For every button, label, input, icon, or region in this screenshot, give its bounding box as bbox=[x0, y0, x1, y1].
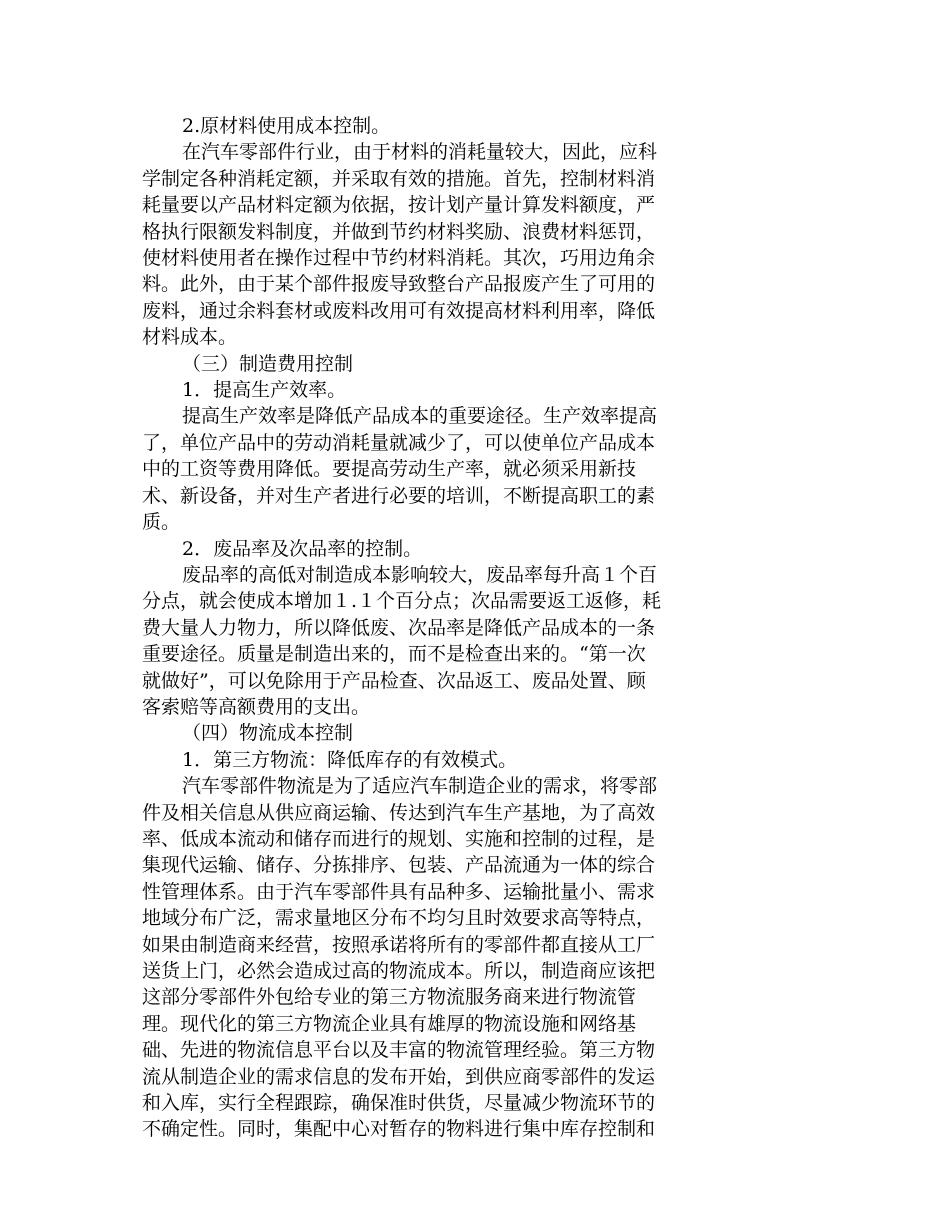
text-line: 率、低成本流动和储存而进行的规划、实施和控制的过程，是 bbox=[142, 827, 656, 850]
text-line: （三）制造费用控制 bbox=[182, 352, 354, 375]
text-line: 分点，就会使成本增加１.１个百分点；次品需要返工返修，耗 bbox=[142, 590, 662, 613]
text-line: 提高生产效率是降低产品成本的重要途径。生产效率提高 bbox=[182, 405, 658, 428]
text-line: 理。现代化的第三方物流企业具有雄厚的物流设施和网络基 bbox=[142, 1012, 637, 1035]
text-line: 格执行限额发料制度，并做到节约材料奖励、浪费材料惩罚， bbox=[142, 220, 656, 243]
text-line: 费大量人力物力，所以降低废、次品率是降低产品成本的一条 bbox=[142, 616, 656, 639]
text-line: 在汽车零部件行业，由于材料的消耗量较大，因此，应科 bbox=[182, 141, 658, 164]
text-line: 如果由制造商来经营，按照承诺将所有的零部件都直接从工厂 bbox=[142, 933, 656, 956]
text-line: 重要途径。质量是制造出来的，而不是检查出来的。“第一次 bbox=[142, 643, 646, 666]
text-line: 2．废品率及次品率的控制。 bbox=[182, 537, 423, 560]
section-heading bbox=[142, 351, 742, 377]
text-line: 使材料使用者在操作过程中节约材料消耗。其次，巧用边角余 bbox=[142, 247, 656, 270]
text-line: 了，单位产品中的劳动消耗量就减少了，可以使单位产品成本 bbox=[142, 431, 656, 454]
body-paragraph bbox=[142, 773, 742, 1143]
text-line: 础、先进的物流信息平台以及丰富的物流管理经验。第三方物 bbox=[142, 1039, 656, 1062]
document-body bbox=[142, 113, 742, 1143]
section-heading bbox=[142, 720, 742, 746]
text-line: 材料成本。 bbox=[142, 326, 238, 349]
text-line: 中的工资等费用降低。要提高劳动生产率，就必须采用新技 bbox=[142, 458, 637, 481]
body-paragraph bbox=[142, 403, 742, 535]
text-line: 流从制造企业的需求信息的发布开始，到供应商零部件的发运 bbox=[142, 1065, 656, 1088]
text-line: 性管理体系。由于汽车零部件具有品种多、运输批量小、需求 bbox=[142, 880, 656, 903]
text-line: 废料，通过余料套材或废料改用可有效提高材料利用率，降低 bbox=[142, 299, 656, 322]
body-paragraph bbox=[142, 139, 742, 350]
text-line: 和入库，实行全程跟踪，确保准时供货，尽量减少物流环节的 bbox=[142, 1092, 656, 1115]
text-line: 料。此外，由于某个部件报废导致整台产品报废产生了可用的 bbox=[142, 273, 656, 296]
text-line: 学制定各种消耗定额，并采取有效的措施。首先，控制材料消 bbox=[142, 167, 656, 190]
text-line: 地域分布广泛，需求量地区分布不均匀且时效要求高等特点， bbox=[142, 907, 656, 930]
section-heading bbox=[142, 536, 742, 562]
text-line: 术、新设备，并对生产者进行必要的培训，不断提高职工的素 bbox=[142, 484, 656, 507]
text-line: 客索赔等高额费用的支出。 bbox=[142, 695, 371, 718]
section-heading bbox=[142, 113, 742, 139]
text-line: 质。 bbox=[142, 511, 181, 534]
text-line: 废品率的高低对制造成本影响较大，废品率每升高１个百 bbox=[182, 563, 658, 586]
text-line: 耗量要以产品材料定额为依据，按计划产量计算发料额度，严 bbox=[142, 194, 656, 217]
body-paragraph bbox=[142, 562, 742, 720]
section-heading bbox=[142, 747, 742, 773]
text-line: 1．第三方物流：降低库存的有效模式。 bbox=[182, 748, 518, 771]
text-line: 这部分零部件外包给专业的第三方物流服务商来进行物流管 bbox=[142, 986, 637, 1009]
text-line: 汽车零部件物流是为了适应汽车制造企业的需求，将零部 bbox=[182, 775, 658, 798]
text-line: 不确定性。同时，集配中心对暂存的物料进行集中库存控制和 bbox=[142, 1118, 656, 1141]
text-line: 件及相关信息从供应商运输、传达到汽车生产基地，为了高效 bbox=[142, 801, 656, 824]
text-line: （四）物流成本控制 bbox=[182, 722, 354, 745]
section-heading bbox=[142, 377, 742, 403]
text-line: 就做好”，可以免除用于产品检查、次品返工、废品处置、顾 bbox=[142, 669, 646, 692]
text-line: 2.原材料使用成本控制。 bbox=[182, 115, 391, 137]
text-line: 1．提高生产效率。 bbox=[182, 379, 347, 402]
text-line: 集现代运输、储存、分拣排序、包装、产品流通为一体的综合 bbox=[142, 854, 656, 877]
text-line: 送货上门，必然会造成过高的物流成本。所以，制造商应该把 bbox=[142, 960, 656, 982]
